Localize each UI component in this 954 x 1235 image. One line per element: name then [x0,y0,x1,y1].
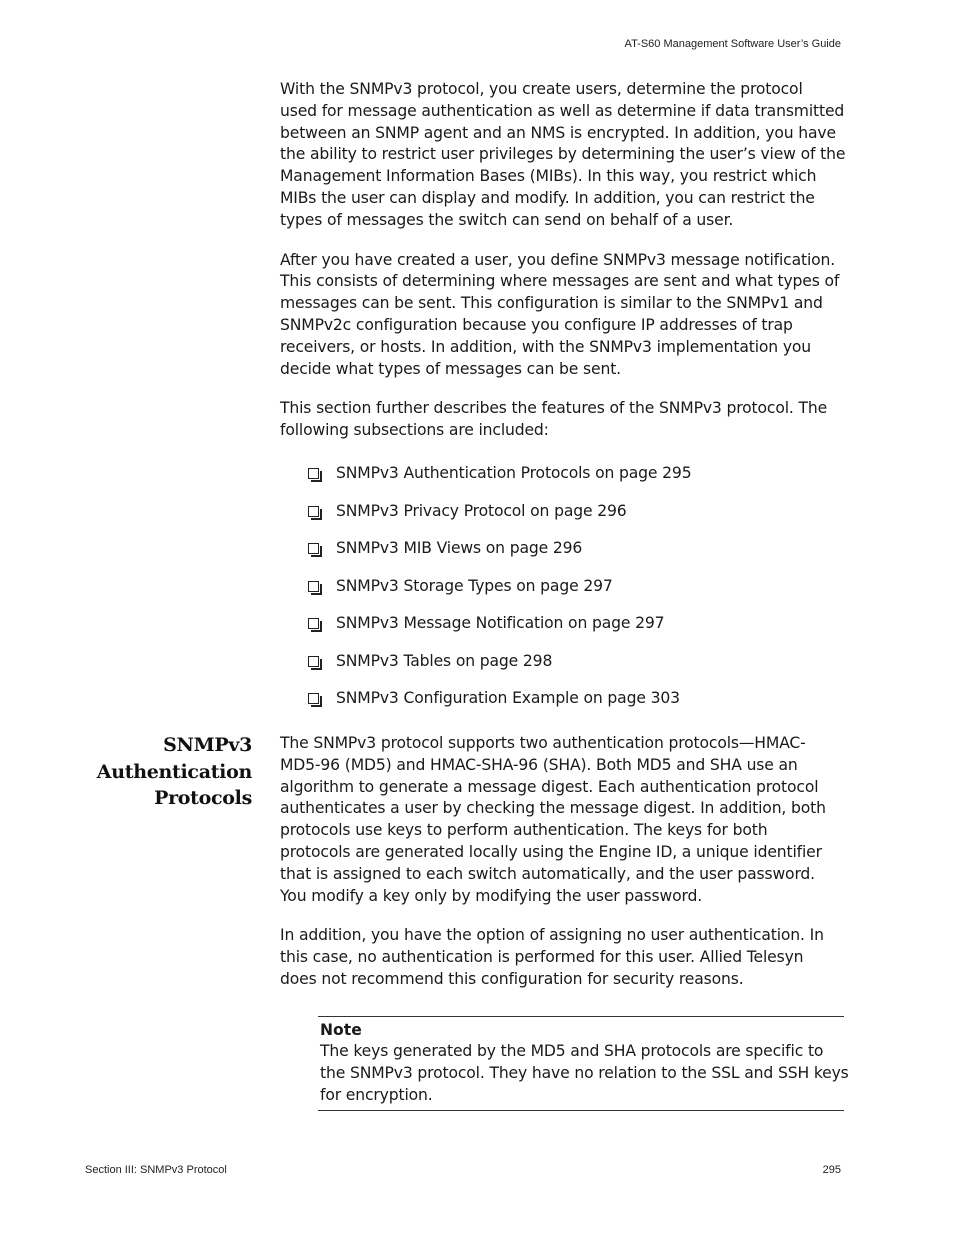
subsection-list [280,464,842,727]
running-header: AT-S60 Management Software User’s Guide [624,38,841,50]
section-paragraph-2: In addition, you have the option of assigning no user authentication. In this case, no authentication is performed for this user. Allied Telesyn does not recommend this configuration for security reasons. [280,926,824,988]
checkbox-bullet-icon [308,656,319,667]
intro-paragraph-2: After you have created a user, you define SNMPv3 message notification. This consists of determining where messages are sent and what types of messages can be sent. This configuration is similar to the SNMPv1 and SNMPv2c configuration because you configure IP addresses of trap receivers, or hosts. In addition, with the SNMPv3 implementation you decide what types of messages can be sent. [280,250,840,378]
intro-column [280,79,846,460]
list-item: SNMPv3 MIB Views on page 296 [280,539,842,577]
checkbox-bullet-icon [308,693,319,704]
checkbox-bullet-icon [308,506,319,517]
note-title: Note [320,1021,362,1039]
section-body [280,733,842,1009]
subsection-list-container [280,464,842,727]
checkbox-bullet-icon [308,581,319,592]
footer-section: Section III: SNMPv3 Protocol [85,1164,227,1176]
list-item: SNMPv3 Configuration Example on page 303 [280,689,842,727]
checkbox-bullet-icon [308,468,319,479]
list-item: SNMPv3 Tables on page 298 [280,652,842,690]
note-box [318,1016,849,1111]
list-item: SNMPv3 Storage Types on page 297 [280,577,842,615]
list-item: SNMPv3 Privacy Protocol on page 296 [280,502,842,540]
list-item: SNMPv3 Message Notification on page 297 [280,614,842,652]
list-item: SNMPv3 Authentication Protocols on page 295 [280,464,842,502]
section-paragraph-1: The SNMPv3 protocol supports two authentication protocols—HMAC- MD5-96 (MD5) and HMAC-SHA-96 (SHA). Both MD5 and SHA use an algorithm to generate a message digest. Each authentication protocol authenticates a user by checking the message digest. In addition, both protocols use keys to perform authentication. The keys for both protocols are generated locally using the Engine ID, a unique identifier that is assigned to each switch automatically, and the user password. You modify a key only by modifying the user password. [280,734,826,905]
footer-page-number: 295 [822,1164,841,1176]
checkbox-bullet-icon [308,618,319,629]
intro-paragraph-3: This section further describes the features of the SNMPv3 protocol. The following subsections are included: [280,399,828,440]
section-heading: SNMPv3 Authentication Protocols [96,734,252,809]
checkbox-bullet-icon [308,543,319,554]
intro-paragraph-1: With the SNMPv3 protocol, you create users, determine the protocol used for message authentication as well as determine if data transmitted between an SNMP agent and an NMS is encrypted. In addition, you have the ability to restrict user privileges by determining the user’s view of the Management Information Bases (MIBs). In this way, you restrict which MIBs the user can display and modify. In addition, you can restrict the types of messages the switch can send on behalf of a user. [280,80,846,229]
note-text: The keys generated by the MD5 and SHA protocols are specific to the SNMPv3 protocol. They have no relation to the SSL and SSH keys for encryption. [320,1042,849,1104]
